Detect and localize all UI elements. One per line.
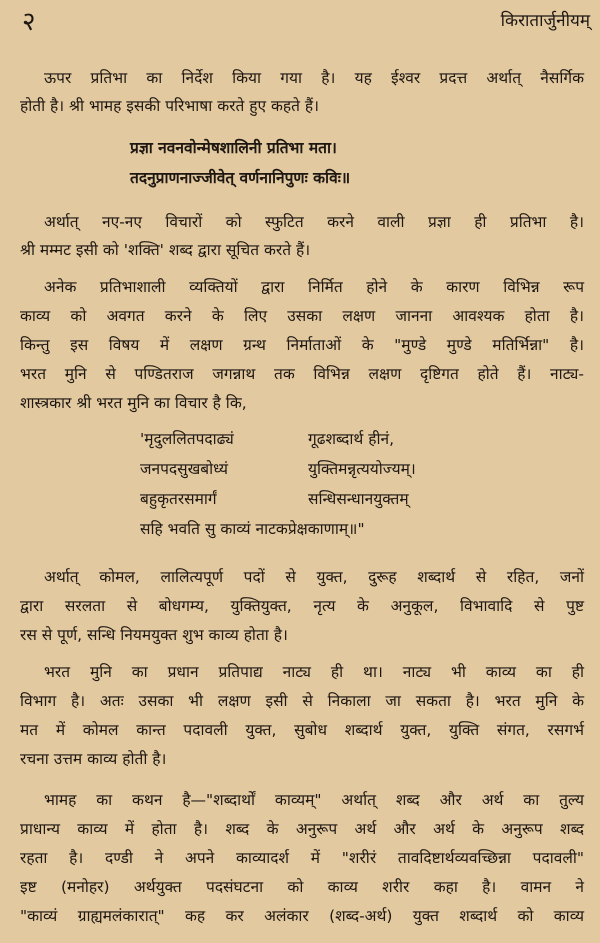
paragraph-line: मत में कोमल कान्त पदावली युक्त, सुबोध शब्दार्थ युक्त, युक्ति संगत, रसगर्भ <box>20 721 584 739</box>
paragraph-line: काव्य को अवगत करने के लिए उसका लक्षण जानना आवश्यक होता है। <box>20 307 584 325</box>
page-number: २ <box>22 7 36 37</box>
paragraph-line: अर्थात् कोमल, लालित्यपूर्ण पदों से युक्त, दुरूह शब्दार्थ से रहित, जनों <box>44 568 584 586</box>
paragraph-line: रस से पूर्ण, सन्धि नियमयुक्त शुभ काव्य होता है। <box>20 626 288 644</box>
paragraph-line: विभाग है। अतः उसका भी लक्षण इसी से निकाला जा सकता है। भरत मुनि के <box>20 692 584 710</box>
verse-line: बहुकृतरसमार्गं <box>140 490 217 508</box>
paragraph-line: भरत मुनि से पण्डितराज जगन्नाथ तक विभिन्न लक्षण दृष्टिगत होते हैं। नाट्य- <box>20 365 584 383</box>
paragraph-line: होती है। श्री भामह इसकी परिभाषा करते हुए कहते हैं। <box>20 97 319 115</box>
paragraph-line: रचना उत्तम काव्य होती है। <box>20 750 167 768</box>
verse-line: जनपदसुखबोध्यं <box>140 460 228 478</box>
verse-line: सन्धिसन्धानयुक्तम् <box>308 490 409 508</box>
paragraph-line: द्वारा सरलता से बोधगम्य, युक्तियुक्त, नृत्य के अनुकूल, विभावादि से पुष्ट <box>20 597 584 615</box>
verse-line: 'मृदुललितपदाढ्यं <box>140 430 234 448</box>
paragraph-line: श्री मम्मट इसी को 'शक्ति' शब्द द्वारा सूचित करते हैं। <box>20 241 311 259</box>
verse-line: युक्तिमन्नृत्ययोज्यम्। <box>308 460 416 478</box>
verse-line: तदनुप्राणनाज्जीवेत् वर्णनानिपुणः कविः॥ <box>130 169 351 187</box>
paragraph-line: ऊपर प्रतिभा का निर्देश किया गया है। यह ईश्वर प्रदत्त अर्थात् नैसर्गिक <box>44 69 584 87</box>
paragraph-line: अर्थात् नए-नए विचारों को स्फुटित करने वाली प्रज्ञा ही प्रतिभा है। <box>44 213 584 231</box>
paragraph-line: "काव्यं ग्राह्यमलंकारात्" कह कर अलंकार (शब्द-अर्थ) युक्त शब्दार्थ को काव्य <box>20 907 584 925</box>
paragraph-line: रहता है। दण्डी ने अपने काव्यादर्श में "शरीरं तावदिष्टार्थव्यवच्छिन्ना पदावली" <box>20 849 584 867</box>
running-title: किरातार्जुनीयम् <box>500 11 590 31</box>
verse-line: गूढशब्दार्थ हीनं, <box>308 430 395 448</box>
paragraph-line: शास्त्रकार श्री भरत मुनि का विचार है कि, <box>20 394 247 412</box>
verse-line: प्रज्ञा नवनवोन्मेषशालिनी प्रतिभा मता। <box>130 139 337 157</box>
paragraph-line: भामह का कथन है—"शब्दार्थों काव्यम्" अर्थात् शब्द और अर्थ का तुल्य <box>44 791 584 809</box>
paragraph-line: इष्ट (मनोहर) अर्थयुक्त पदसंघटना को काव्य शरीर कहा है। वामन ने <box>20 878 584 896</box>
paragraph-line: किन्तु इस विषय में लक्षण ग्रन्थ निर्माताओं के "मुण्डे मुण्डे मतिर्भिन्ना" है। <box>20 336 584 354</box>
paragraph-line: अनेक प्रतिभाशाली व्यक्तियों द्वारा निर्मित होने के कारण विभिन्न रूप <box>44 278 584 296</box>
paragraph-line: प्राधान्य काव्य में होता है। शब्द के अनुरूप अर्थ और अर्थ के अनुरूप शब्द <box>20 820 584 838</box>
verse-line: सहि भवति सु काव्यं नाटकप्रेक्षकाणाम्॥" <box>140 520 365 538</box>
paragraph-line: भरत मुनि का प्रधान प्रतिपाद्य नाट्य ही था। नाट्य भी काव्य का ही <box>44 663 584 681</box>
